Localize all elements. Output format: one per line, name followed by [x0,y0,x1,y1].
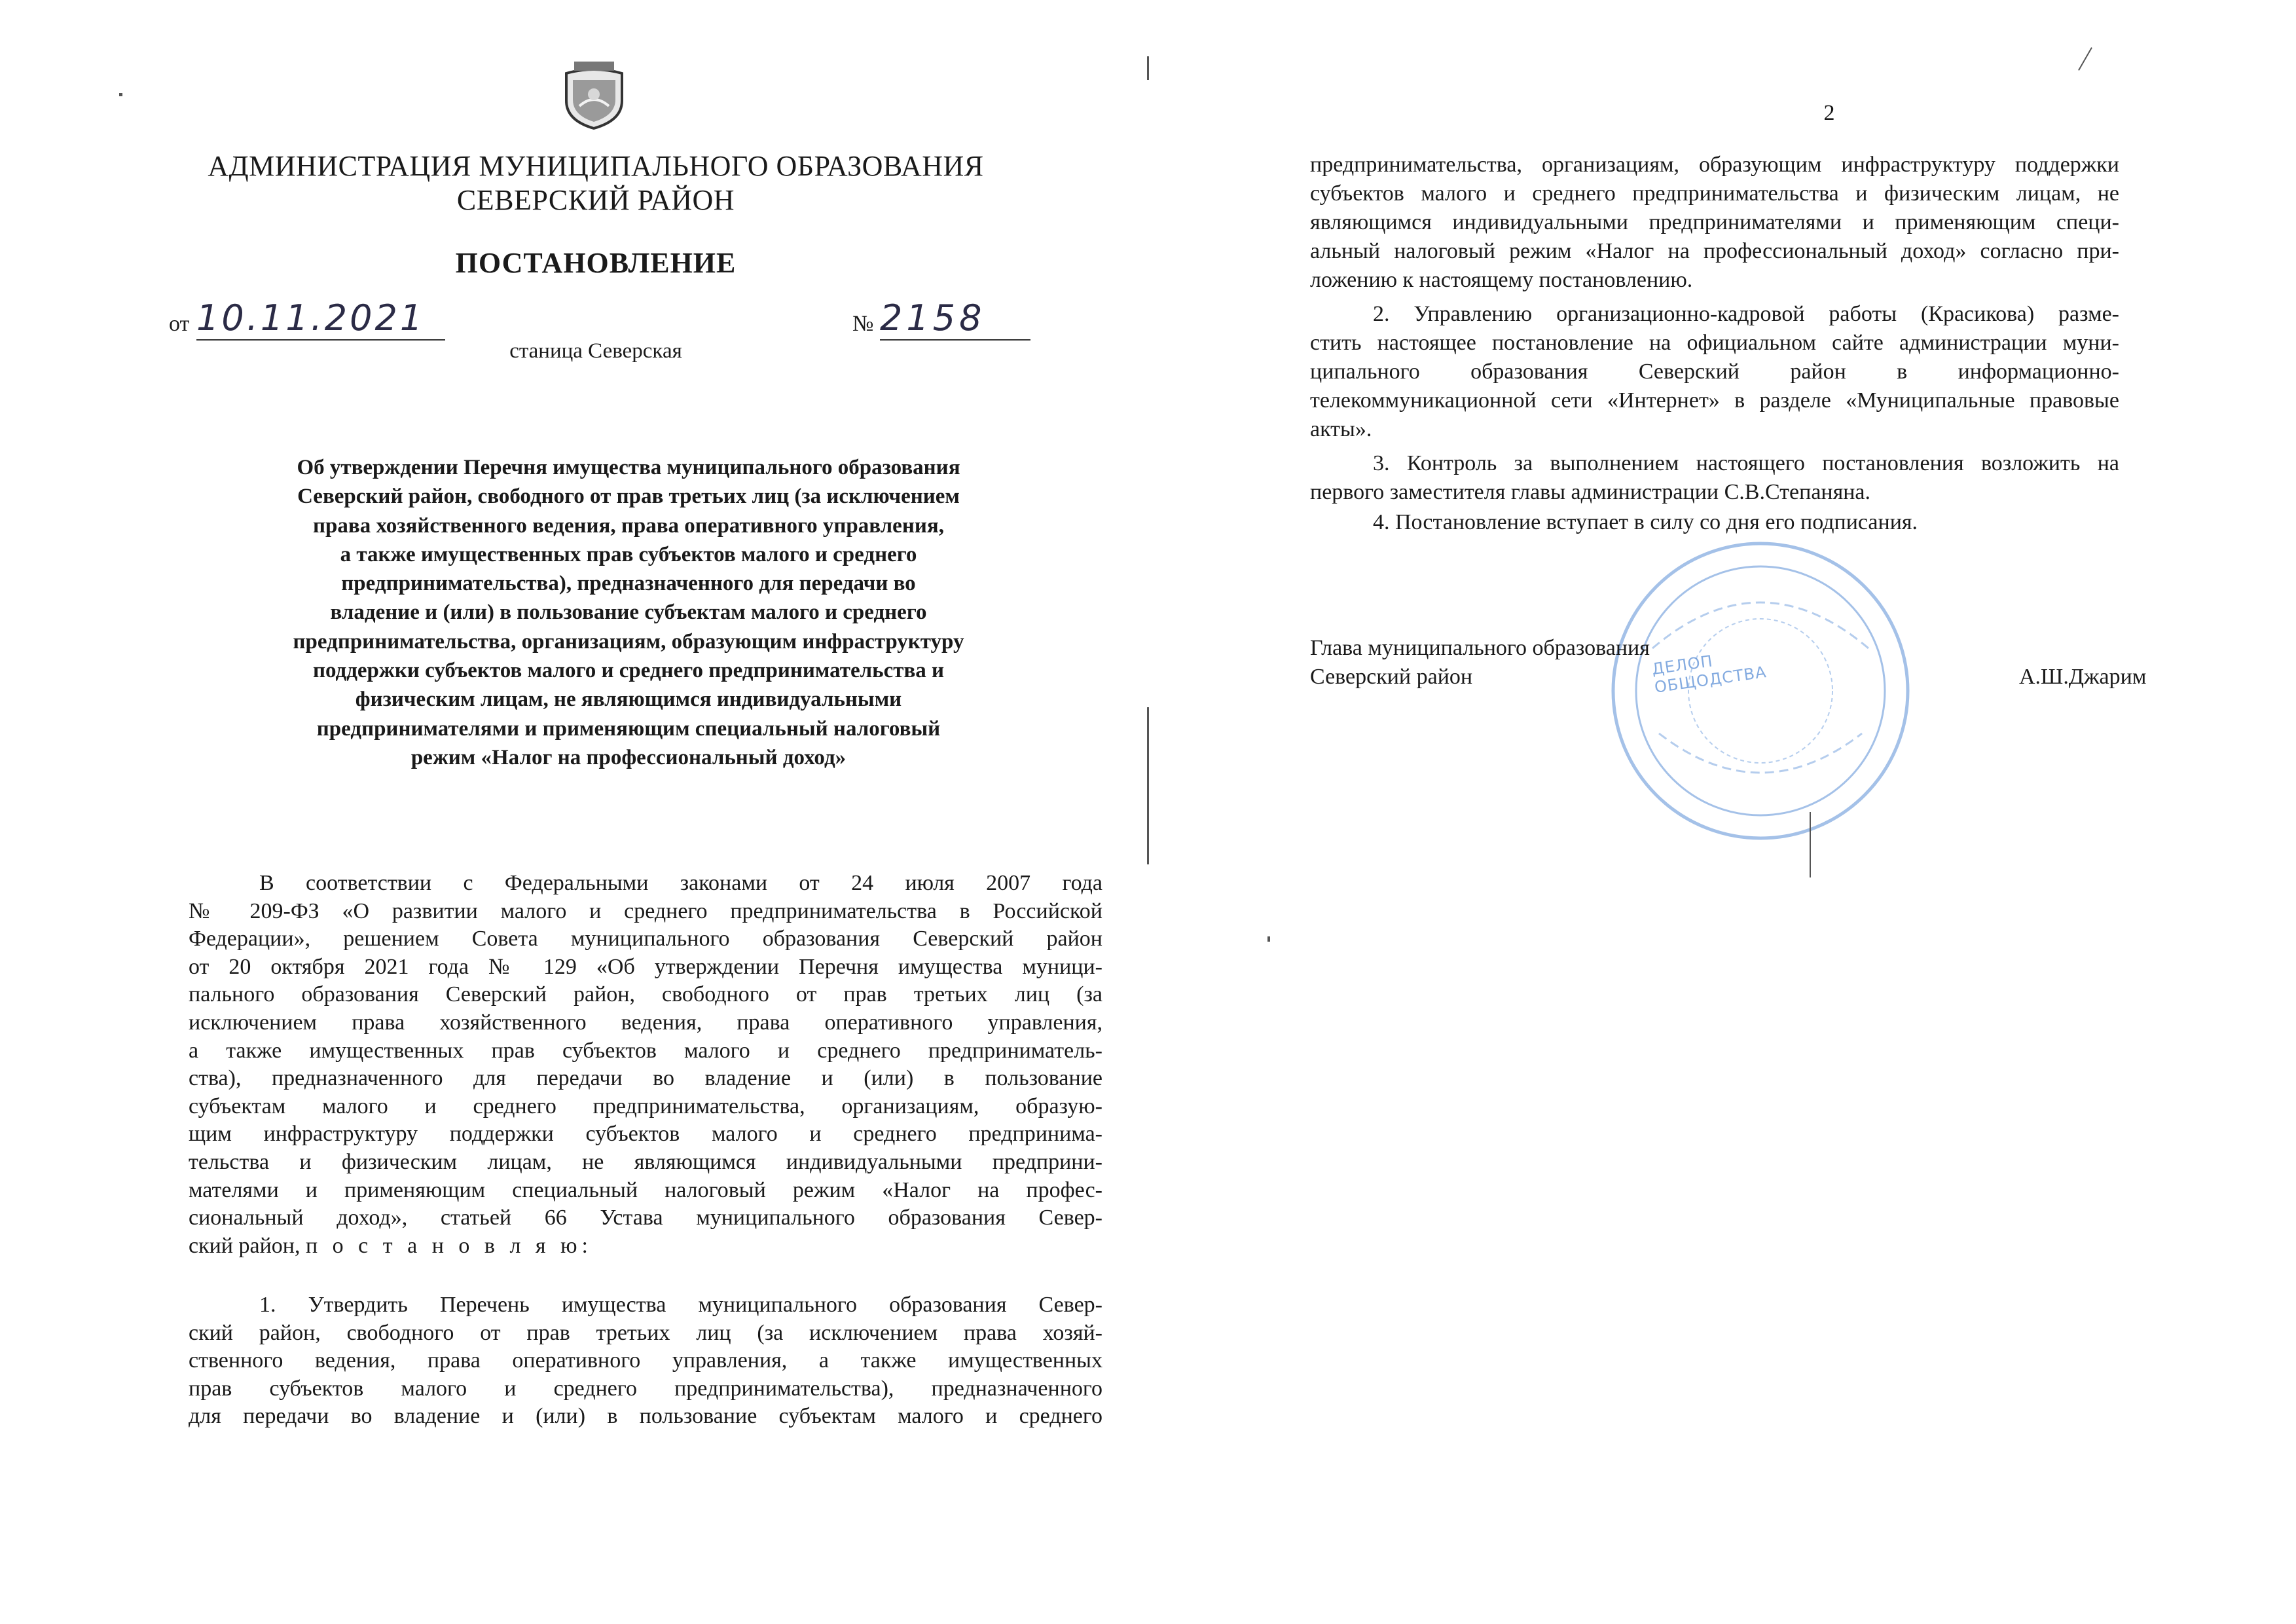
body-line: субъектам малого и среднего предпринимательства, организациям, образую- [189,1094,1102,1118]
body-line: акты». [1310,417,1372,441]
body-line: ложению к настоящему постановлению. [1310,268,1693,292]
body-line: Федерации», решением Совета муниципального образования Северский район [189,927,1102,951]
org-title-line2: СЕВЕРСКИЙ РАЙОН [456,184,735,216]
subject-line: Об утверждении Перечня имущества муниципального образования [297,456,960,479]
body-line: прав субъектов малого и среднего предпринимательства), предназначенного [189,1376,1102,1401]
subject-line: режим «Налог на профессиональный доход» [410,745,847,769]
item-1-continuation [1310,151,2119,295]
body-line: для передачи во владение и (или) в пользование субъектам малого и среднего [189,1404,1102,1429]
document-kind: ПОСТАНОВЛЕНИЕ [455,247,737,279]
body-line: предпринимательства, организациям, образующим инфраструктуру поддержки [1310,153,2119,177]
body-line: стить настоящее постановление на официальном сайте администрации муни- [1310,331,2119,355]
number-value-handwritten: 2158 [880,300,1030,341]
item-4-paragraph [1310,508,2119,537]
date-value-handwritten: 10.11.2021 [196,300,445,341]
subject-line: предпринимательства, организациям, образующим инфраструктуру [293,629,964,654]
scan-mark [1810,812,1811,877]
body-line: ский район, свободного от прав третьих лиц (за исключением права хозяй- [189,1320,1102,1345]
body-line: пального образования Северский район, свободного от прав третьих лиц (за [189,982,1102,1007]
body-line: 1. Утвердить Перечень имущества муниципального образования Север- [259,1293,1102,1317]
subject-line: Северский район, свободного от прав третьих лиц (за исключением [297,485,960,509]
scan-mark [119,93,122,96]
subject-line: предпринимательства), предназначенного для передачи во [341,572,916,596]
body-line: 2. Управлению организационно-кадровой работы (Красикова) разме- [1373,302,2119,326]
resolve-word: п о с т а н о в л я ю: [305,1233,592,1258]
official-stamp-icon [1607,537,1914,845]
right-page [1148,0,2296,1624]
body-line: 4. Постановление вступает в силу со дня его подписания. [1373,510,1918,534]
subject-line: владение и (или) в пользование субъектам малого и среднего [330,600,927,625]
body-line: а также имущественных прав субъектов малого и среднего предприниматель- [189,1038,1102,1063]
body-line: № 209-ФЗ «О развитии малого и среднего предпринимательства в Российской [189,898,1102,923]
body-line: 3. Контроль за выполнением настоящего постановления возложить на [1373,451,2119,475]
body-line: от 20 октября 2021 года № 129 «Об утверждении Перечня имущества муници- [189,954,1102,979]
subject-heading [196,453,1061,772]
body-line: мателями и применяющим специальный налоговый режим «Налог на профес- [189,1177,1102,1202]
body-line-text: ский район, [189,1233,301,1258]
body-line: исключением права хозяйственного ведения, права оперативного управления, [189,1010,1102,1035]
signatory-title [1310,634,1650,692]
body-line-last [189,1232,1102,1261]
body-line: ства), предназначенного для передачи во владение и (или) в пользование [189,1066,1102,1091]
signatory-title-line2: Северский район [1310,665,1473,689]
item-3-paragraph [1310,449,2119,507]
preamble-paragraph [189,870,1102,1260]
stamp-text: ДЕЛОП ОБЩОДСТВА [1650,652,1768,697]
subject-line: поддержки субъектов малого и среднего предпринимательства и [312,659,945,683]
org-title-line1: АДМИНИСТРАЦИЯ МУНИЦИПАЛЬНОГО ОБРАЗОВАНИЯ [208,150,984,182]
body-line: ственного ведения, права оперативного управления, а также имущественных [189,1348,1102,1373]
date-prefix: от [169,312,190,336]
subject-line: предпринимателями и применяющим специальный налоговый [316,716,941,741]
item-1-paragraph [189,1291,1102,1431]
body-line: телекоммуникационной сети «Интернет» в разделе «Муниципальные правовые [1310,388,2119,413]
subject-line: права хозяйственного ведения, права оперативного управления, [313,513,944,538]
scan-mark [1267,936,1270,942]
body-line: сиональный доход», статьей 66 Устава муниципального образования Север- [189,1206,1102,1230]
body-line: В соответствии с Федеральными законами от 24 июля 2007 года [259,871,1102,895]
body-line: тельства и физическим лицам, не являющимся индивидуальными предприни- [189,1149,1102,1174]
place-of-issue: станица Северская [509,339,682,363]
body-line: ципального образования Северский район в информационно- [1310,360,2119,384]
subject-line: а также имущественных прав субъектов малого и среднего [340,542,917,566]
number-prefix: № [852,312,874,336]
item-2-paragraph [1310,300,2119,444]
scan-mark [2078,47,2092,71]
coat-of-arms-icon [560,60,629,131]
signatory-name: А.Ш.Джарим [2019,665,2147,689]
body-line: альный налоговый режим «Налог на профессиональный доход» согласно при- [1310,239,2119,263]
subject-line: физическим лицам, не являющимся индивидуальными [355,688,902,712]
signatory-title-line1: Глава муниципального образования [1310,636,1650,660]
body-line: первого заместителя главы администрации С.В.Степаняна. [1310,480,1871,504]
body-line: являющимся индивидуальными предпринимателями и применяющим специ- [1310,210,2119,234]
body-line: щим инфраструктуру поддержки субъектов малого и среднего предпринима- [189,1122,1102,1147]
body-line: субъектов малого и среднего предпринимательства и физическим лицам, не [1310,181,2119,206]
page-number: 2 [1823,101,1835,125]
